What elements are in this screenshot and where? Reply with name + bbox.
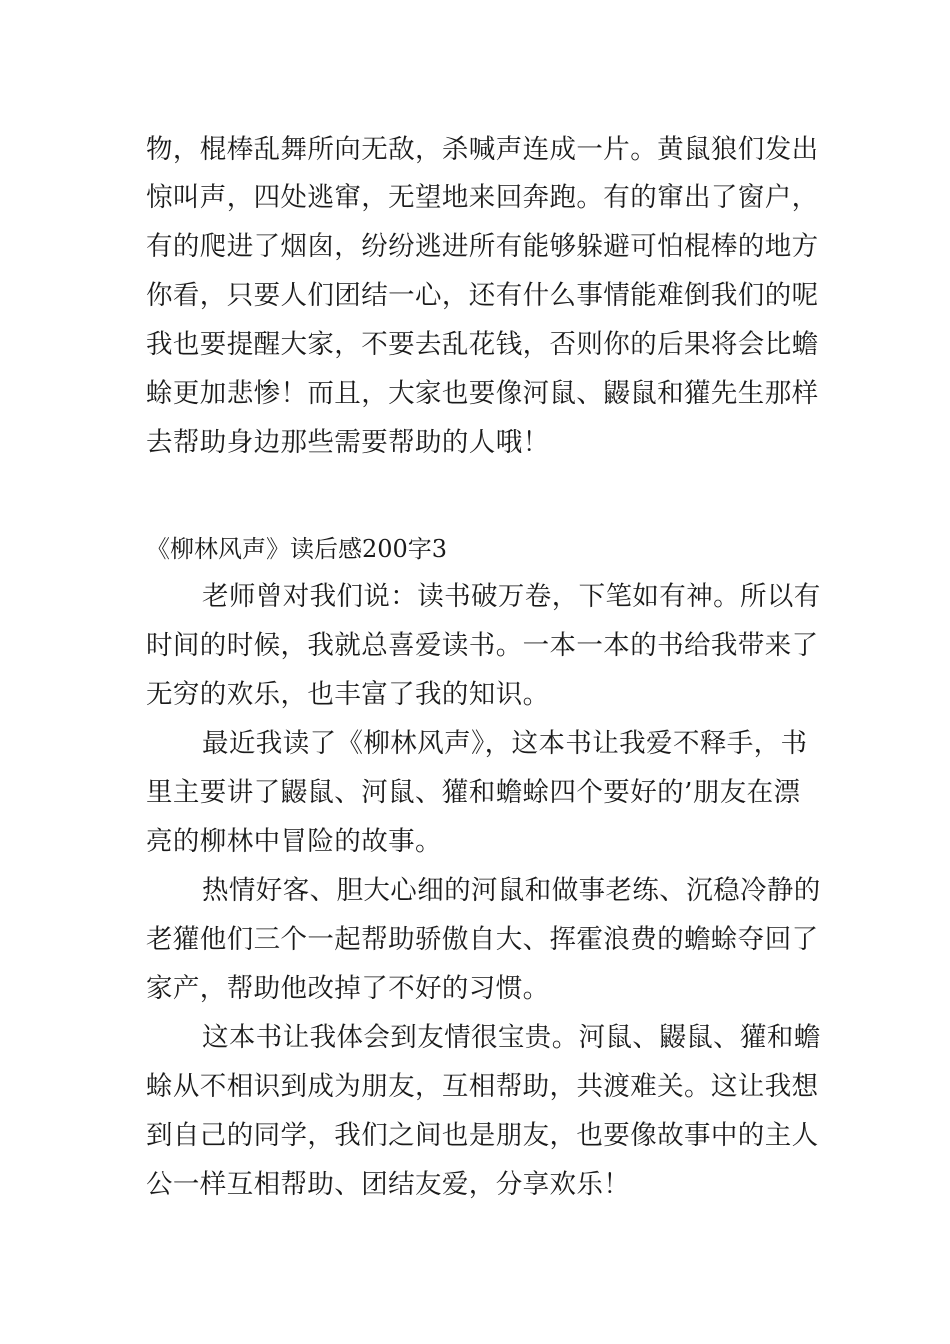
section-heading: 《柳林风声》读后感200字3 <box>146 535 448 563</box>
text-line: 亮的柳林中冒险的故事。 <box>146 826 442 857</box>
text-line: 惊叫声，四处逃窜，无望地来回奔跑。有的窜出了窗户， <box>146 182 819 213</box>
text-line: 里主要讲了鼹鼠、河鼠、獾和蟾蜍四个要好的’朋友在漂 <box>146 777 801 808</box>
text-line: 到自己的同学，我们之间也是朋友，也要像故事中的主人 <box>146 1120 819 1151</box>
paragraph-first-line: 最近我读了《柳林风声》，这本书让我爱不释手，书 <box>202 728 808 759</box>
text-line: 无穷的欢乐，也丰富了我的知识。 <box>146 679 550 710</box>
paragraph-first-line: 这本书让我体会到友情很宝贵。河鼠、鼹鼠、獾和蟾 <box>202 1022 821 1053</box>
paragraph-first-line: 老师曾对我们说：读书破万卷，下笔如有神。所以有 <box>202 581 821 612</box>
text-line: 公一样互相帮助、团结友爱，分享欢乐！ <box>146 1169 631 1200</box>
text-line: 去帮助身边那些需要帮助的人哦！ <box>146 427 550 458</box>
text-line: 老獾他们三个一起帮助骄傲自大、挥霍浪费的蟾蜍夺回了 <box>146 924 819 955</box>
text-line: 物，棍棒乱舞所向无敌，杀喊声连成一片。黄鼠狼们发出 <box>146 134 819 165</box>
text-line: 蜍更加悲惨！而且，大家也要像河鼠、鼹鼠和獾先生那样 <box>146 378 819 409</box>
paragraph-first-line: 热情好客、胆大心细的河鼠和做事老练、沉稳冷静的 <box>202 875 821 906</box>
text-line: 家产，帮助他改掉了不好的习惯。 <box>146 973 550 1004</box>
text-line: 我也要提醒大家，不要去乱花钱，否则你的后果将会比蟾 <box>146 329 819 360</box>
text-line: 蜍从不相识到成为朋友，互相帮助，共渡难关。这让我想 <box>146 1071 819 1102</box>
text-line: 时间的时候，我就总喜爱读书。一本一本的书给我带来了 <box>146 630 819 661</box>
text-line: 有的爬进了烟囱，纷纷逃进所有能够躲避可怕棍棒的地方 <box>146 231 819 262</box>
text-line: 你看，只要人们团结一心，还有什么事情能难倒我们的呢 <box>146 280 819 311</box>
